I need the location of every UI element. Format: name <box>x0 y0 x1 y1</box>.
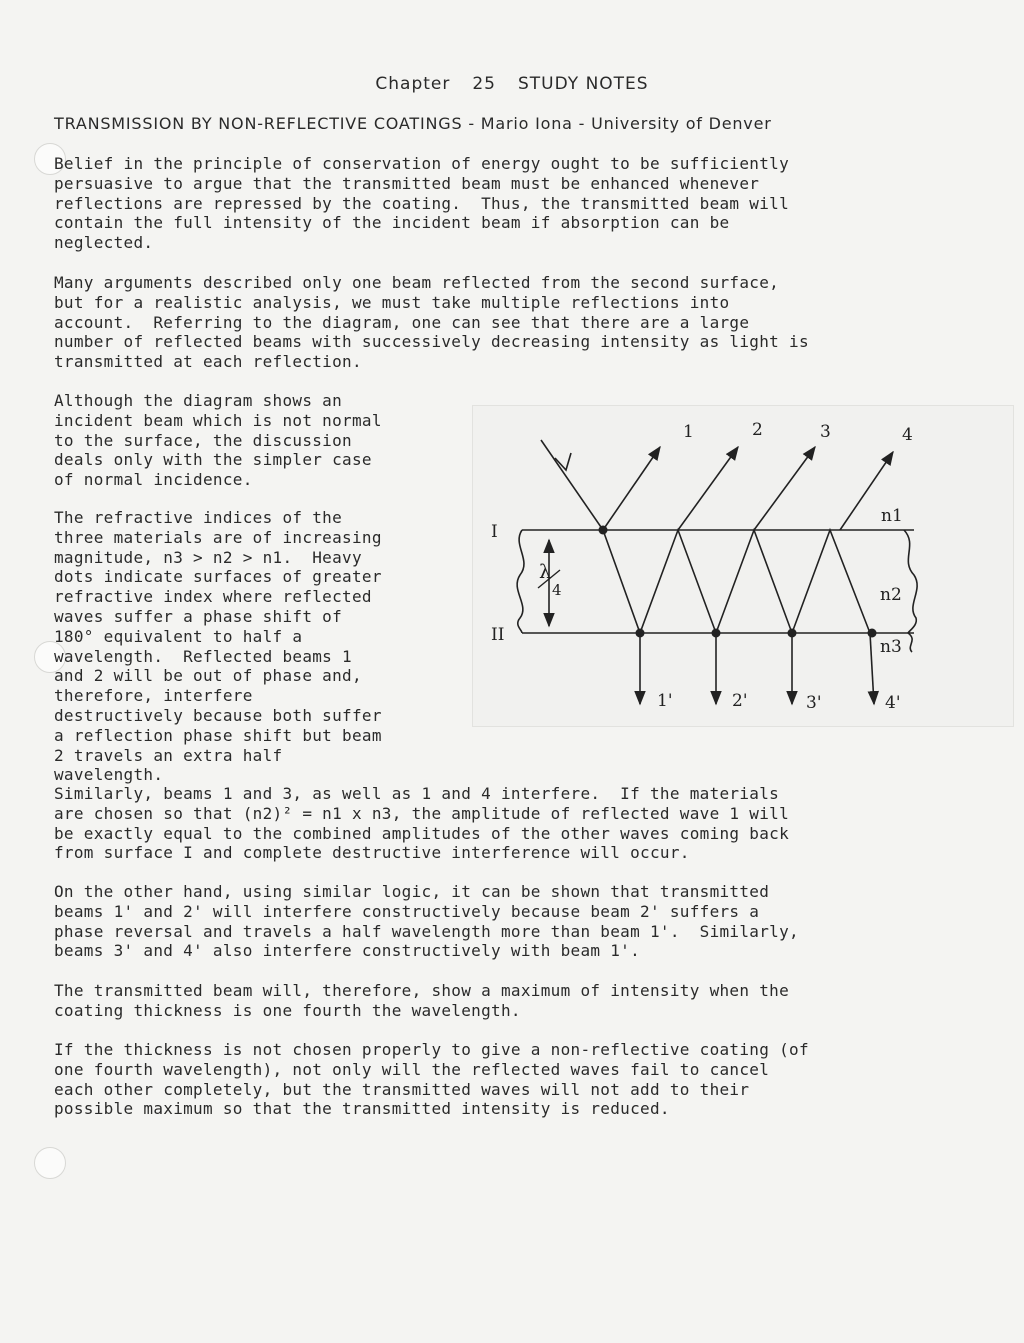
transmitted-label-2: 2' <box>732 691 748 711</box>
paragraph-refractive-indices: The refractive indices of the three materials are of increasing magnitude, n3 > n2 > n1. Heavy dots indicate surfaces of greater refractive index where reflected waves suffer a phase shift of 180° equivalent to half a wavelength. Reflected beams 1 and 2 will be out of phase and, therefore, interfere destructively because both suffer a reflection phase shift but beam 2 travels an extra half wavelength. <box>54 508 382 785</box>
reflected-beam-2 <box>678 447 738 530</box>
paragraph-multiple-reflections: Many arguments described only one beam reflected from the second surface, but for a realistic analysis, we must take multiple reflections into account. Referring to the diagram, one can see that there are a large number of reflected beams with successively decreasing intensity as light is transmitted at each reflection. <box>54 273 809 372</box>
reflected-beam-1 <box>603 447 660 530</box>
article-title: TRANSMISSION BY NON-REFLECTIVE COATINGS - Mario Iona - University of Denver <box>54 114 772 133</box>
paragraph-improper-thickness: If the thickness is not chosen properly to give a non-reflective coating (of one fourth wavelength), not only will the reflected waves fail to cancel each other completely, but the transmitted waves will not add to their possible maximum so that the transmitted intensity is reduced. <box>54 1040 809 1119</box>
phase-shift-dot <box>788 629 797 638</box>
transmitted-label-3: 3' <box>806 693 822 713</box>
reflected-label-4: 4 <box>902 425 913 445</box>
phase-shift-dot <box>636 629 645 638</box>
incident-beam <box>541 440 603 530</box>
surface-i-label: I <box>491 522 498 542</box>
internal-reflection-path <box>603 530 870 633</box>
surface-ii-label: II <box>491 625 505 645</box>
transmitted-label-1: 1' <box>657 691 673 711</box>
medium-n1-label: n1 <box>881 506 903 526</box>
paragraph-constructive-interference: On the other hand, using similar logic, it can be shown that transmitted beams 1' and 2' will interfere constructively because beam 2' suffers a phase reversal and travels a half wavelength more than beam 1'. Similarly, beams 3' and 4' also interfere constructively with beam 1'. <box>54 882 799 961</box>
phase-shift-dot <box>712 629 721 638</box>
study-notes-label: STUDY NOTES <box>518 74 649 94</box>
thickness-label-lambda: λ <box>539 561 552 583</box>
reflected-label-2: 2 <box>752 420 763 440</box>
paragraph-destructive-interference: Similarly, beams 1 and 3, as well as 1 and 4 interfere. If the materials are chosen so that (n2)² = n1 x n3, the amplitude of reflected wave 1 will be exactly equal to the combined amplitudes of the other waves coming back from surface I and complete destructive interference will occur. <box>54 784 790 863</box>
transmitted-beam-4 <box>870 633 874 704</box>
paragraph-conservation: Belief in the principle of conservation of energy ought to be sufficiently persuasive to argue that the transmitted beam must be enhanced whenever reflections are repressed by the coating. Thus, the transmitted beam will contain the full intensity of the incident beam if absorption can be neglected. <box>54 154 790 253</box>
transmitted-label-4: 4' <box>885 693 901 713</box>
coating-right-edge <box>904 530 917 633</box>
coating-left-edge <box>517 530 524 633</box>
paragraph-maximum-intensity: The transmitted beam will, therefore, show a maximum of intensity when the coating thickness is one fourth the wavelength. <box>54 981 790 1020</box>
phase-shift-dot <box>868 629 877 638</box>
chapter-label: Chapter <box>375 74 451 94</box>
phase-shift-dot <box>599 526 608 535</box>
reflected-beam-3 <box>754 447 815 530</box>
thickness-label-four: 4 <box>552 581 562 599</box>
chapter-number: 25 <box>472 74 496 94</box>
incident-beam-arrow <box>555 453 571 470</box>
reflected-label-3: 3 <box>820 422 831 442</box>
medium-n2-label: n2 <box>880 585 902 605</box>
medium-n3-label: n3 <box>880 637 902 657</box>
reflected-label-1: 1 <box>683 422 694 442</box>
paragraph-normal-incidence: Although the diagram shows an incident beam which is not normal to the surface, the discussion deals only with the simpler case of normal incidence. <box>54 391 382 490</box>
substrate-right-edge <box>908 633 912 652</box>
